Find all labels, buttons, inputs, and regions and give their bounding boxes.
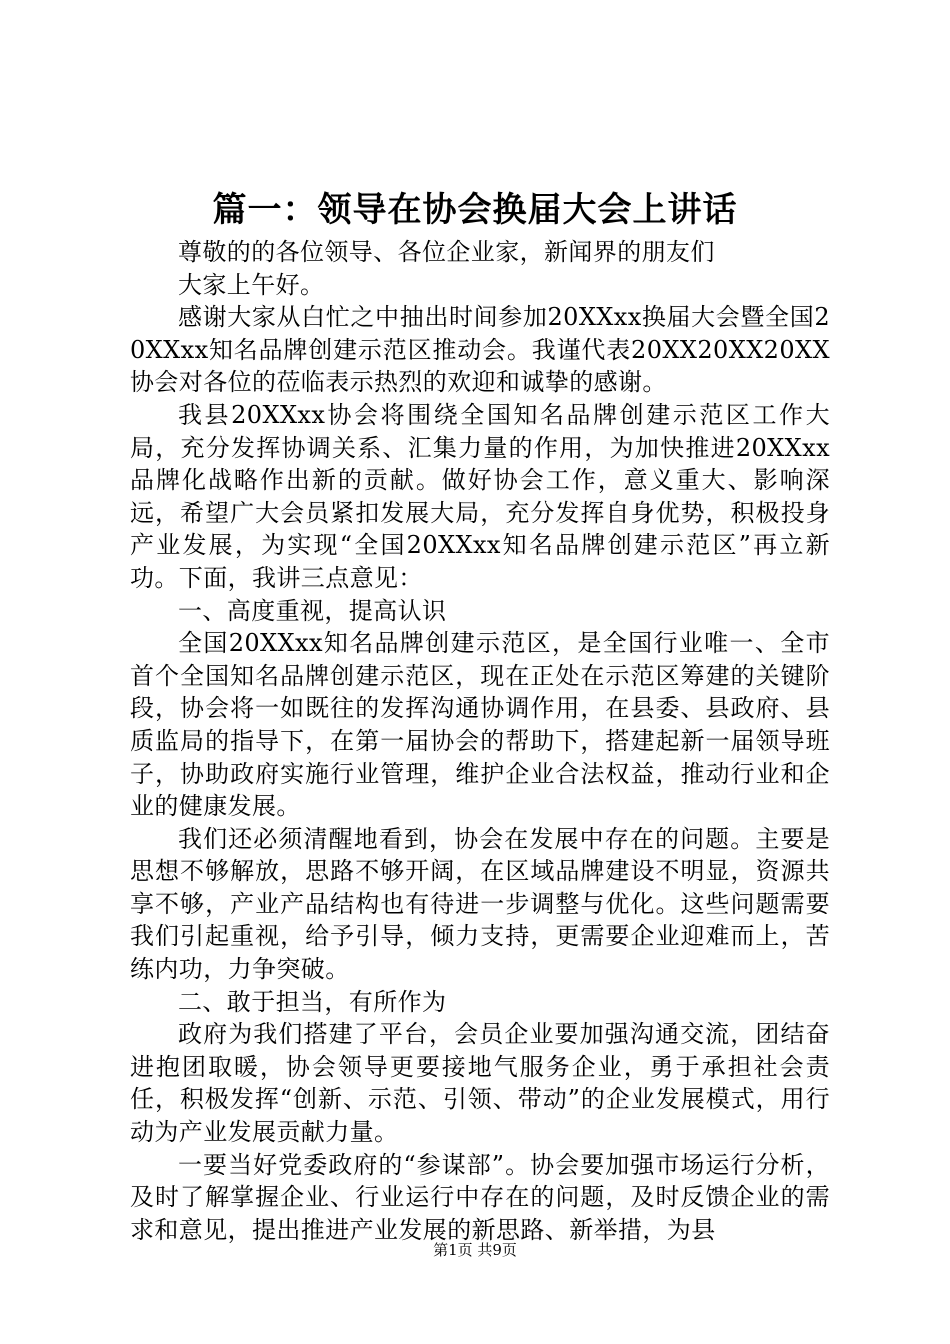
page-title: 篇一：领导在协会换届大会上讲话 (212, 190, 738, 230)
paragraph-section-2a: 政府为我们搭建了平台，会员企业要加强沟通交流，团结奋进抱团取暖，协会领导更要接地气服务企业，勇于承担社会责任，积极发挥“创新、示范、引领、带动”的企业发展模式，用行动为产业发展贡献力量。 (130, 1020, 830, 1147)
section-heading-1: 一、高度重视，提高认识 (178, 596, 447, 625)
section-heading-2: 二、敢于担当，有所作为 (178, 987, 447, 1016)
paragraph-section-1b: 我们还必须清醒地看到，协会在发展中存在的问题。主要是思想不够解放，思路不够开阔，在区域品牌建设不明显，资源共享不够，产业产品结构也有待进一步调整与优化。这些问题需要我们引起重视，给予引导，倾力支持，更需要企业迎难而上，苦练内功，力争突破。 (130, 824, 830, 984)
paragraph-intro: 我县20XXxx协会将围绕全国知名品牌创建示范区工作大局，充分发挥协调关系、汇集力量的作用，为加快推进20XXxx品牌化战略作出新的贡献。做好协会工作，意义重大、影响深远，希望广大会员紧扣发展大局，充分发挥自身优势，积极投身产业发展，为实现“全国20XXxx知名品牌创建示范区”再立新功。下面，我讲三点意见： (130, 400, 830, 592)
paragraph-section-2b: 一要当好党委政府的“参谋部”。协会要加强市场运行分析，及时了解掌握企业、行业运行中存在的问题，及时反馈企业的需求和意见，提出推进产业发展的新思路、新举措，为县 (130, 1150, 830, 1244)
paragraph-section-1a: 全国20XXxx知名品牌创建示范区，是全国行业唯一、全市首个全国知名品牌创建示范区，现在正处在示范区筹建的关键阶段，协会将一如既往的发挥沟通协调作用，在县委、县政府、县质监局的指导下，在第一届协会的帮助下，搭建起新一届领导班子，协助政府实施行业管理，维护企业合法权益，推动行业和企业的健康发展。 (130, 629, 830, 821)
paragraph-salutation: 尊敬的的各位领导、各位企业家，新闻界的朋友们 (178, 238, 715, 266)
paragraph-greeting: 大家上午好。 (178, 270, 325, 299)
document-body (130, 236, 830, 1246)
paragraph-thanks: 感谢大家从白忙之中抽出时间参加20XXxx换届大会暨全国20XXxx知名品牌创建示范区推动会。我谨代表20XX20XX20XX协会对各位的莅临表示热烈的欢迎和诚挚的感谢。 (130, 303, 830, 397)
page-footer: 第1页 共9页 (433, 1241, 517, 1259)
